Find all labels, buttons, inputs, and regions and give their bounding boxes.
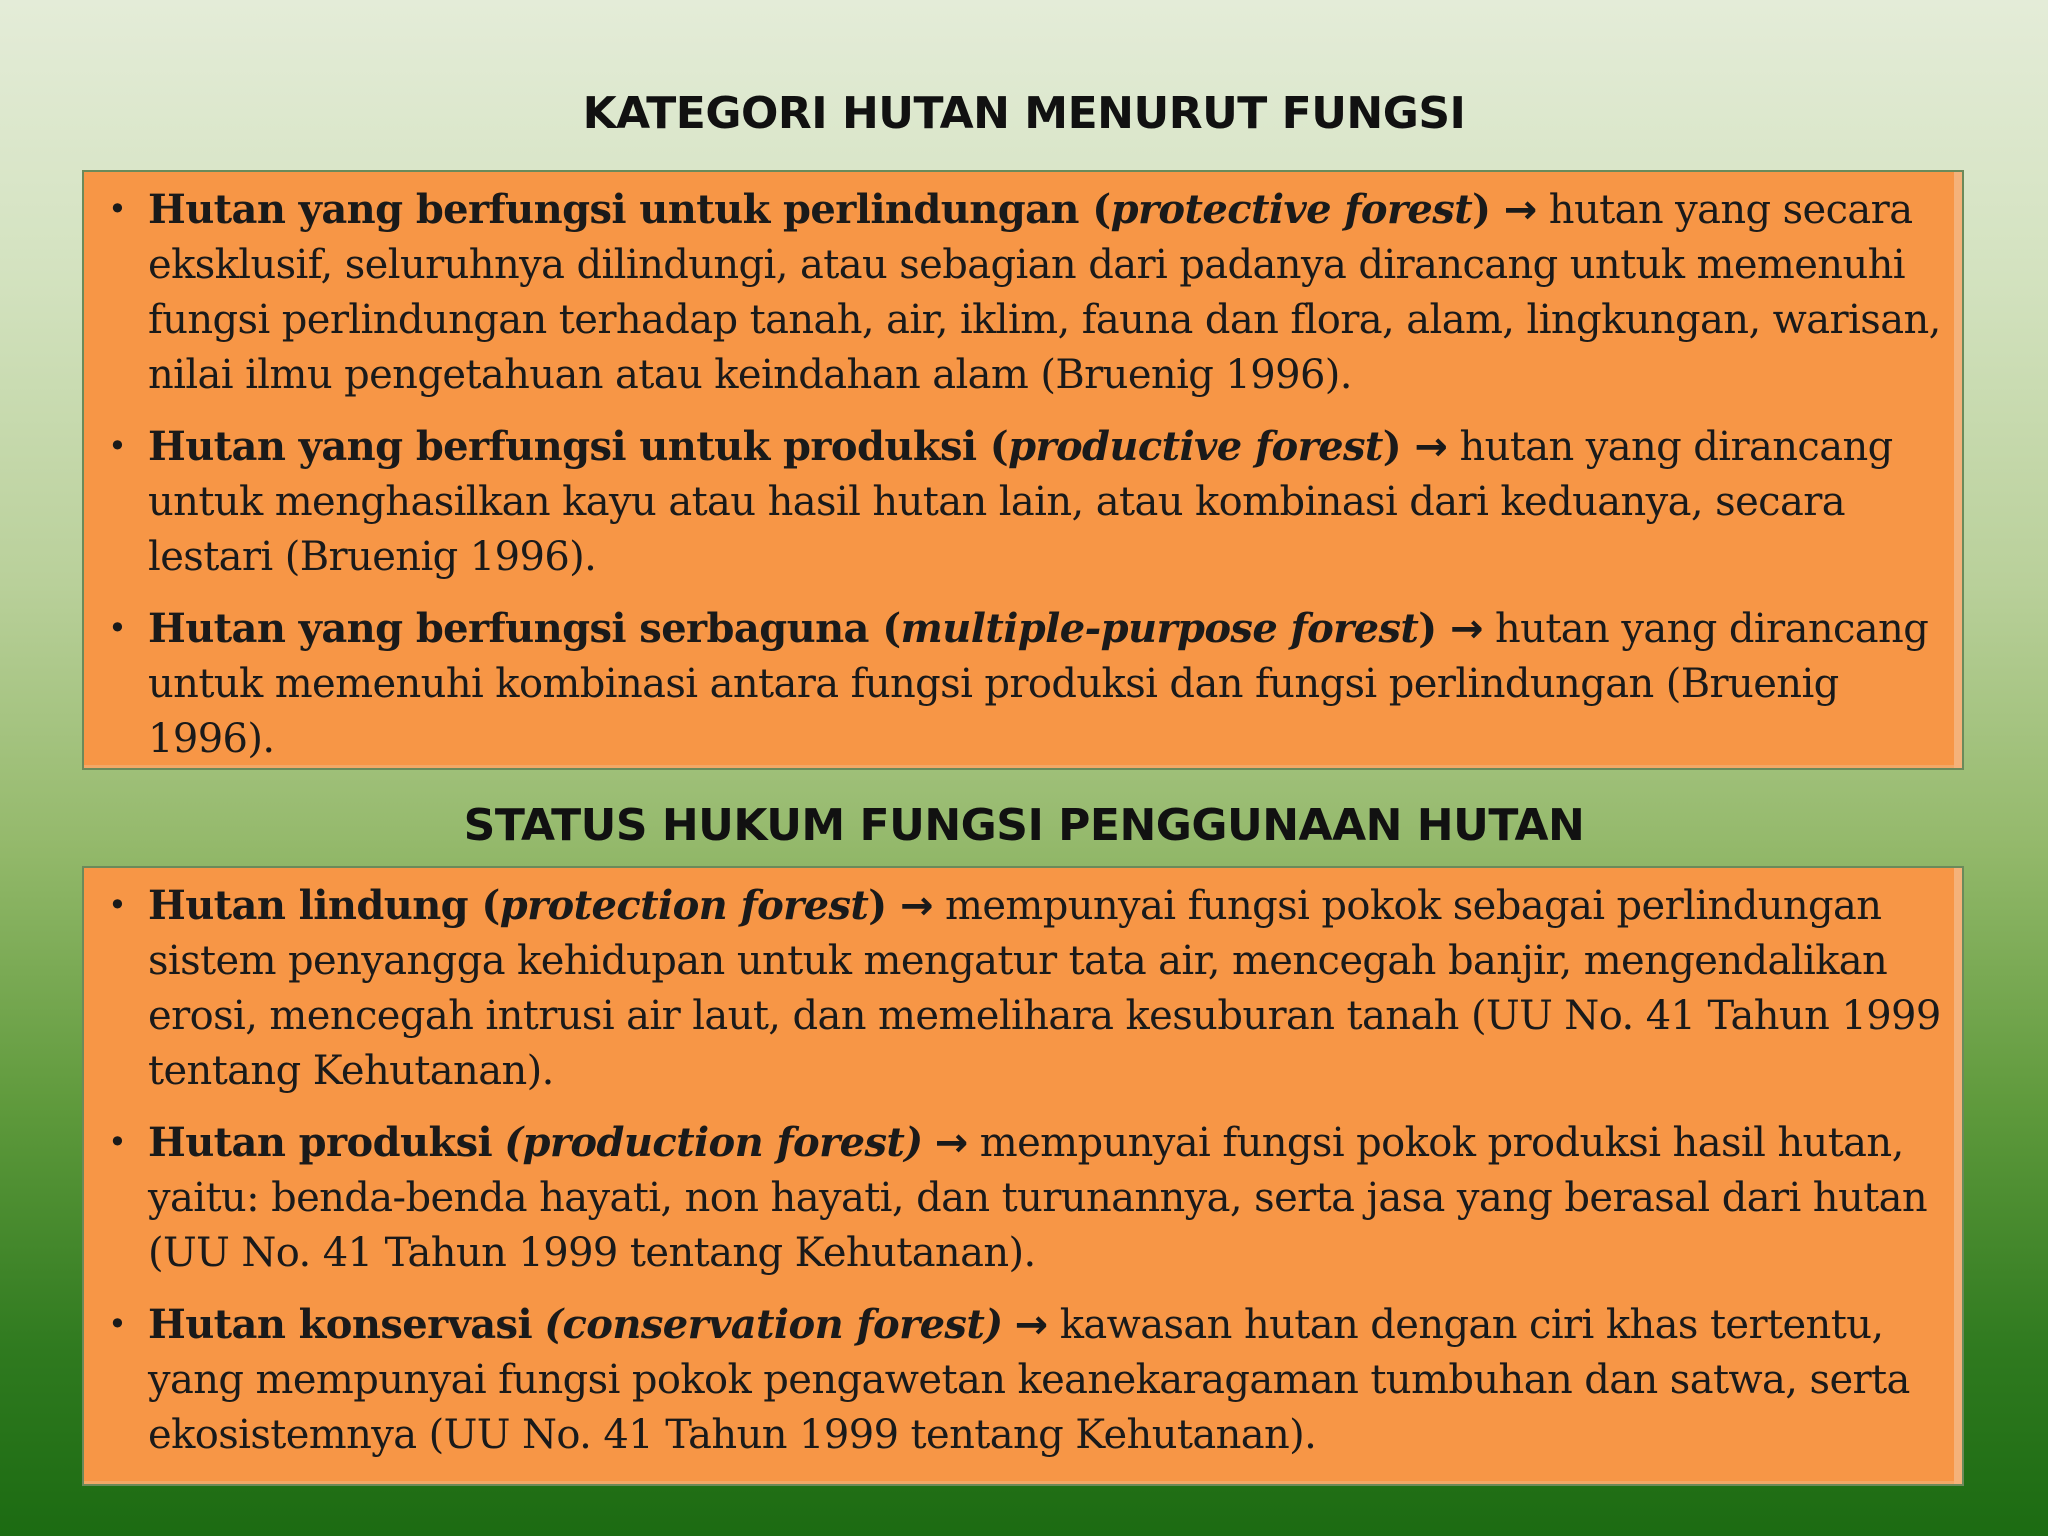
status-hukum-box [82,866,1964,1486]
list-item-productive-forest: • Hutan yang berfungsi untuk produksi (productive forest) → hutan yang dirancang untuk menghasilkan kayu atau hasil hutan lain, atau kombinasi dari keduanya, secara lestari (Bruenig 1996). [108,419,1942,585]
item-english-term: multiple-purpose forest [900,605,1419,652]
arrow-right-icon: → [1414,424,1448,470]
item-description: hutan yang secara eksklusif, seluruhnya dilindungi, atau sebagian dari padanya dirancang untuk memenuhi fungsi perlindungan terhadap tanah, air, iklim, fauna dan flora, alam, lingkungan, warisan, nilai ilmu pengetahuan atau keindahan alam (Bruenig 1996). [148,187,1941,398]
item-english-term: protection forest [499,882,869,929]
item-term: Hutan konservasi [148,1301,533,1348]
item-term: Hutan yang berfungsi serbaguna [148,605,869,652]
kategori-hutan-list [108,182,1942,767]
item-term: Hutan lindung [148,882,469,929]
arrow-right-icon: → [899,883,933,929]
item-term: Hutan yang berfungsi untuk perlindungan [148,186,1079,233]
arrow-right-icon: → [1014,1302,1048,1348]
list-item-protective-forest: • Hutan yang berfungsi untuk perlindungan (protective forest) → hutan yang secara eksklusif, seluruhnya dilindungi, atau sebagian dari padanya dirancang untuk memenuhi fungsi perlindungan terhadap tanah, air, iklim, fauna dan flora, alam, lingkungan, warisan, nilai ilmu pengetahuan atau keindahan alam (Bruenig 1996). [108,182,1942,403]
list-item-hutan-konservasi [108,1297,1942,1463]
kategori-hutan-box [82,170,1964,770]
item-description: kawasan hutan dengan ciri khas tertentu, yang mempunyai fungsi pokok pengawetan keanekaragaman tumbuhan dan satwa, serta ekosistemnya (UU No. 41 Tahun 1999 tentang Kehutanan). [148,1302,1910,1458]
item-english-term: productive forest [1008,423,1383,470]
item-english-term: (conservation forest) [544,1301,1003,1348]
section-title-status-hukum: STATUS HUKUM FUNGSI PENGGUNAAN HUTAN [463,800,1585,851]
list-item-hutan-produksi [108,1115,1942,1281]
status-hukum-list [108,878,1942,1463]
list-item-multiple-purpose-forest: • Hutan yang berfungsi serbaguna (multiple-purpose forest) → hutan yang dirancang untuk memenuhi kombinasi antara fungsi produksi dan fungsi perlindungan (Bruenig 1996). [108,601,1942,767]
item-description: hutan yang dirancang untuk memenuhi kombinasi antara fungsi produksi dan fungsi perlindungan (Bruenig 1996). [148,606,1929,762]
item-english-term: (production forest) [504,1119,923,1166]
arrow-right-icon: → [1503,187,1537,233]
arrow-right-icon: → [934,1120,968,1166]
item-english-term: protective forest [1110,186,1473,233]
item-term: Hutan produksi [148,1119,493,1166]
list-item-hutan-lindung: • Hutan lindung (protection forest) → mempunyai fungsi pokok sebagai perlindungan sistem penyangga kehidupan untuk mengatur tata air, mencegah banjir, mengendalikan erosi, mencegah intrusi air laut, dan memelihara kesuburan tanah (UU No. 41 Tahun 1999 tentang Kehutanan). [108,878,1942,1099]
item-description: mempunyai fungsi pokok produksi hasil hutan, yaitu: benda-benda hayati, non hayati, dan turunannya, serta jasa yang berasal dari hutan (UU No. 41 Tahun 1999 tentang Kehutanan). [148,1120,1928,1276]
arrow-right-icon: → [1449,606,1483,652]
item-term: Hutan yang berfungsi untuk produksi [148,423,977,470]
item-description: hutan yang dirancang untuk menghasilkan kayu atau hasil hutan lain, atau kombinasi dari keduanya, secara lestari (Bruenig 1996). [148,424,1893,580]
item-description: mempunyai fungsi pokok sebagai perlindungan sistem penyangga kehidupan untuk mengatur tata air, mencegah banjir, mengendalikan erosi, mencegah intrusi air laut, dan memelihara kesuburan tanah (UU No. 41 Tahun 1999 tentang Kehutanan). [148,883,1941,1094]
section-title-kategori: KATEGORI HUTAN MENURUT FUNGSI [582,88,1466,139]
